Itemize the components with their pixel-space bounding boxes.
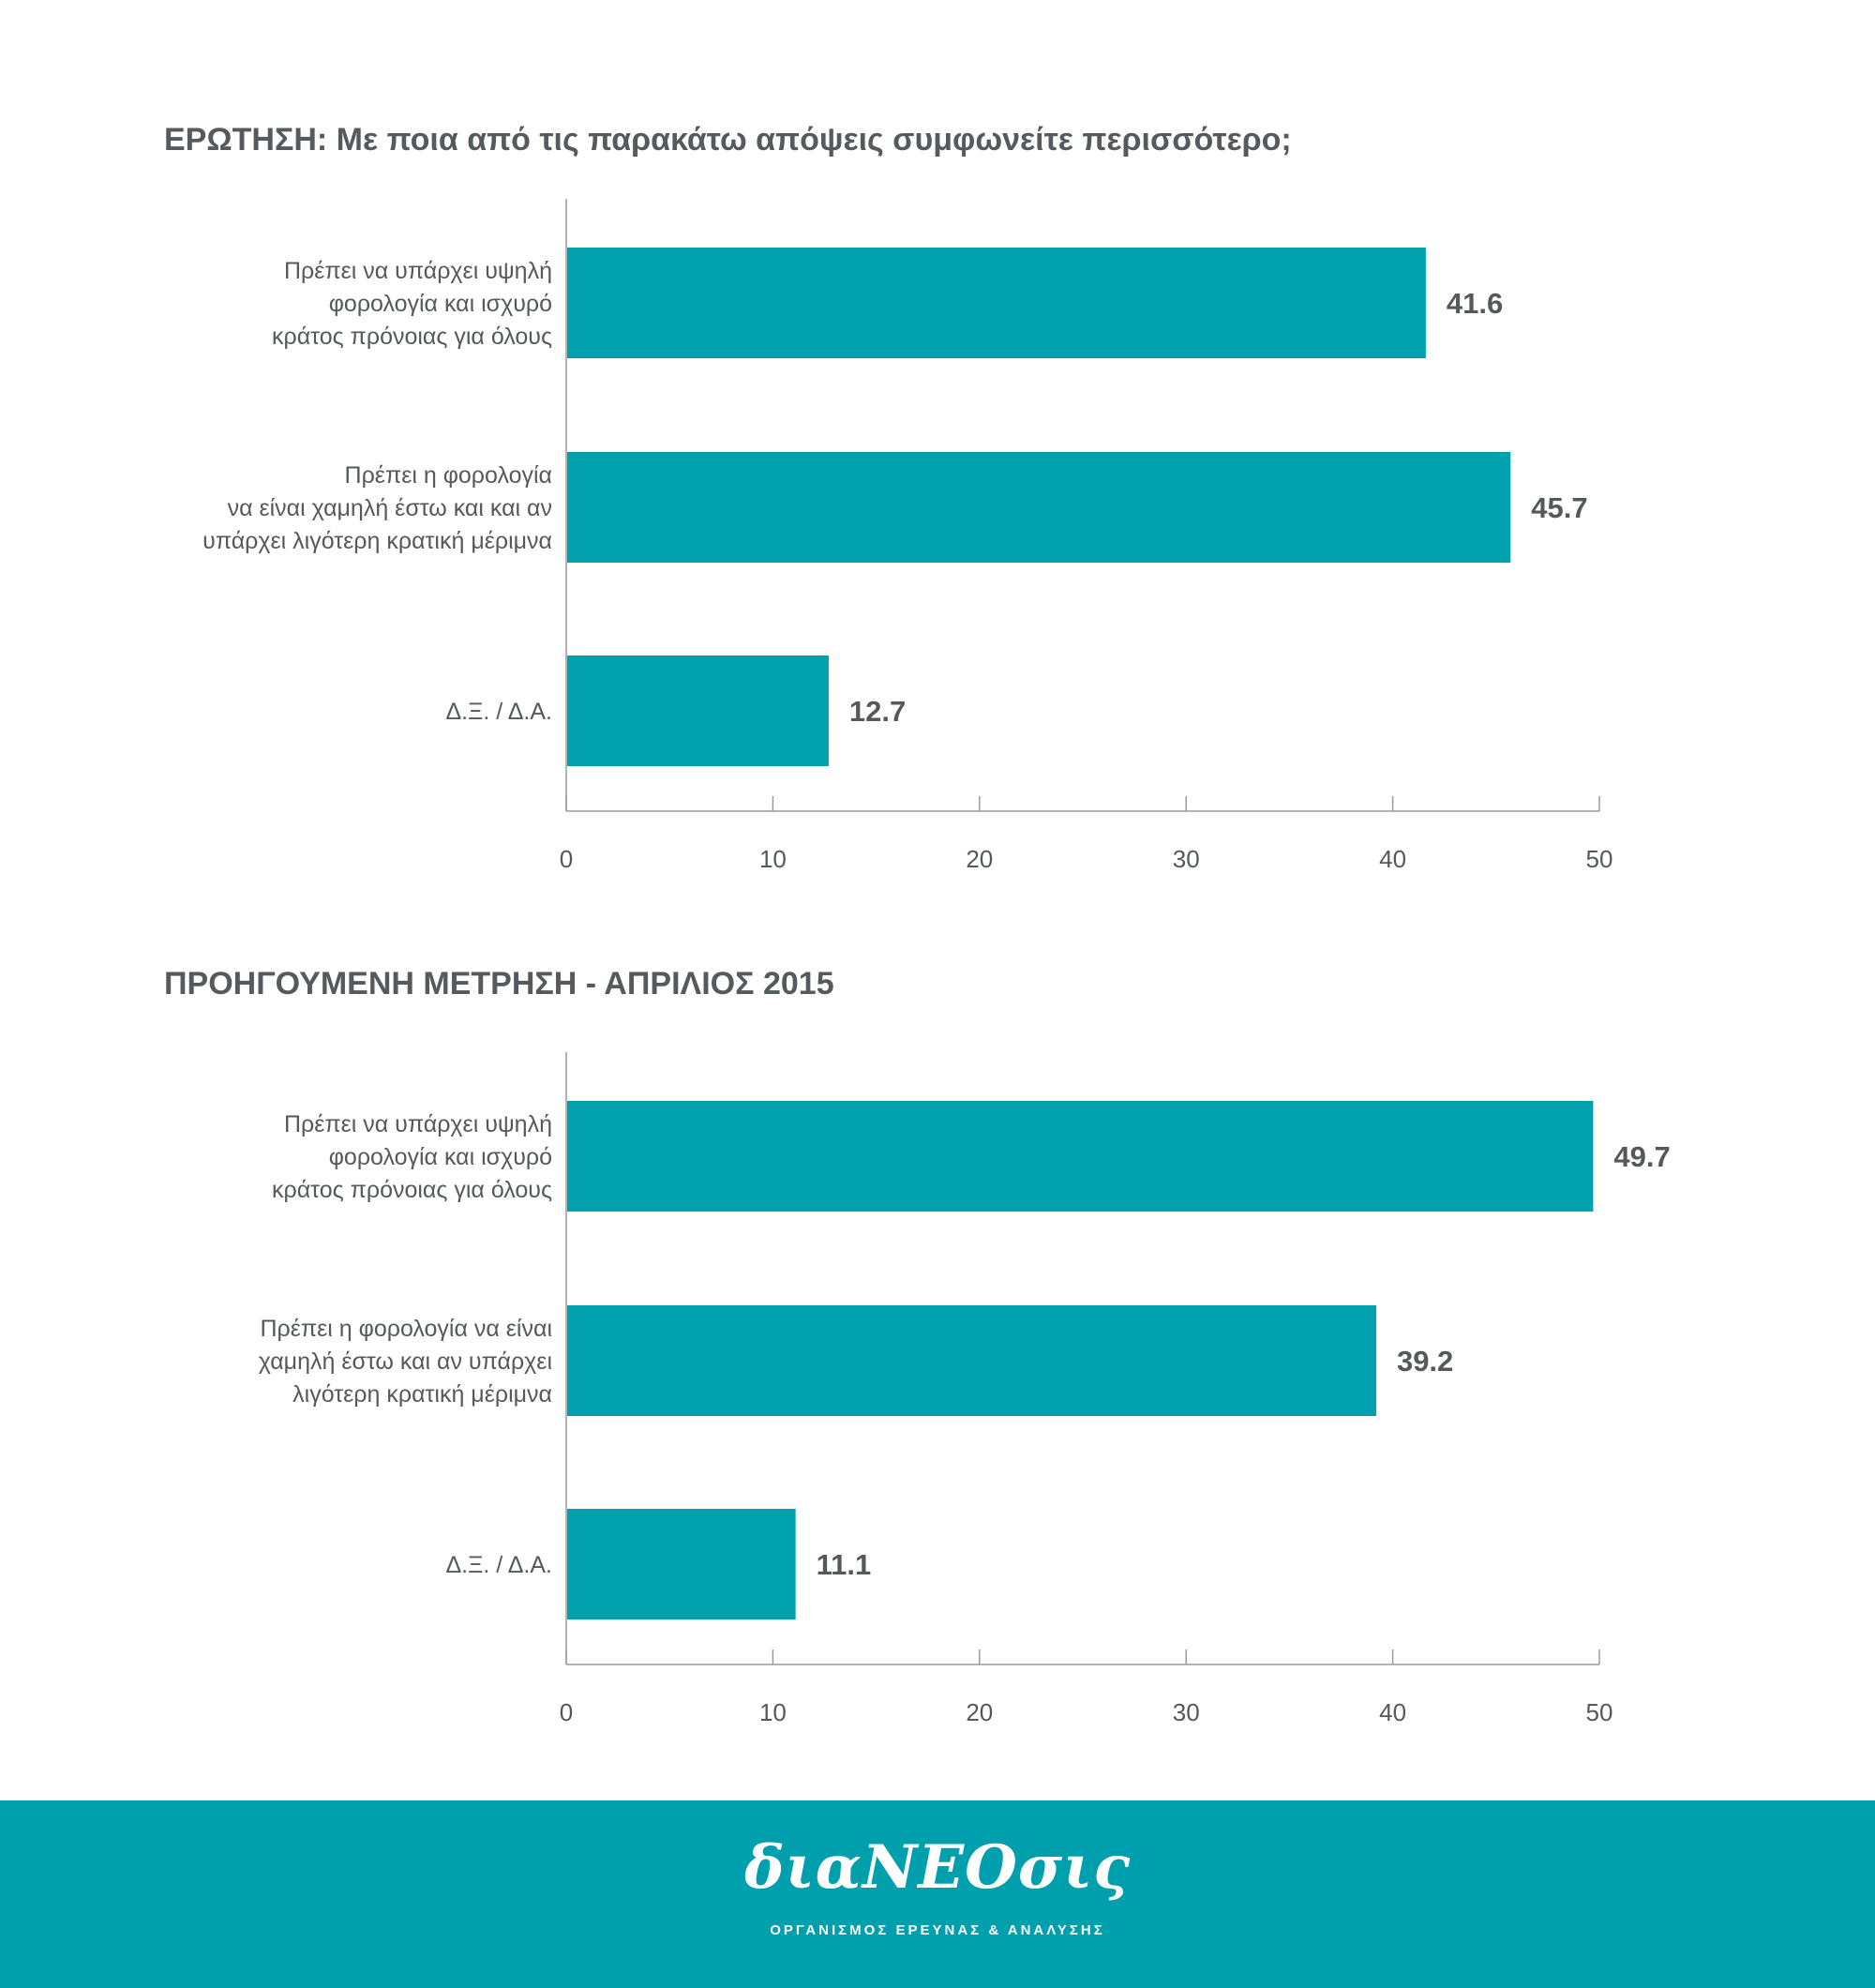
bar	[567, 248, 1426, 358]
x-tick-label: 0	[559, 1698, 574, 1726]
bar	[567, 1101, 1593, 1212]
x-tick-label: 10	[758, 1698, 787, 1726]
bar-value-label: 12.7	[848, 695, 907, 728]
logo-tagline: ΟΡΓΑΝΙΣΜΟΣ ΕΡΕΥΝΑΣ & ΑΝΑΛΥΣΗΣ	[770, 1922, 1105, 1938]
bar-value-label: 11.1	[816, 1548, 872, 1581]
bar-chart-previous	[0, 928, 1875, 1800]
bar-value-label: 49.7	[1613, 1140, 1671, 1173]
bar	[567, 1305, 1376, 1416]
category-label: Πρέπει η φορολογία να είναι χαμηλή έστω και και αν υπάρχει λιγότερη κρατική μέριμνα	[202, 462, 552, 554]
bar-chart-current	[0, 0, 1875, 928]
bar	[567, 452, 1510, 563]
chart-title: ΠΡΟΗΓΟΥΜΕΝΗ ΜΕΤΡΗΣΗ - ΑΠΡΙΛΙΟΣ 2015	[164, 966, 834, 1002]
chart-block-current	[0, 0, 1875, 928]
x-tick-label: 40	[1379, 1698, 1407, 1726]
category-label: Πρέπει να υπάρχει υψηλή φορολογία και ισχυρό κράτος πρόνοιας για όλους	[272, 1111, 552, 1203]
dianeosis-logo: διαΝΕΟσις	[743, 1832, 1132, 1903]
chart-title: ΕΡΩΤΗΣΗ: Με ποια από τις παρακάτω απόψεις συμφωνείτε περισσότερο;	[164, 122, 1292, 158]
bar	[567, 655, 829, 766]
category-label: Πρέπει η φορολογία να είναι χαμηλή έστω και αν υπάρχει λιγότερη κρατική μέριμνα	[258, 1316, 552, 1408]
category-label: Δ.Ξ. / Δ.Α.	[445, 699, 552, 725]
footer-banner	[0, 1800, 1875, 1988]
x-tick-label: 50	[1585, 1698, 1613, 1726]
x-tick-label: 30	[1172, 1698, 1200, 1726]
x-tick-label: 50	[1585, 845, 1613, 873]
bar-value-label: 39.2	[1396, 1345, 1454, 1378]
category-label: Δ.Ξ. / Δ.Α.	[445, 1552, 552, 1578]
category-label: Πρέπει να υπάρχει υψηλή φορολογία και ισχυρό κράτος πρόνοιας για όλους	[272, 258, 552, 350]
x-tick-label: 30	[1172, 845, 1200, 873]
x-tick-label: 20	[966, 845, 994, 873]
chart-block-previous	[0, 928, 1875, 1800]
x-tick-label: 10	[758, 845, 787, 873]
x-tick-label: 0	[559, 845, 574, 873]
bar	[567, 1509, 796, 1619]
bar-value-label: 41.6	[1446, 287, 1504, 320]
x-tick-label: 20	[966, 1698, 994, 1726]
x-tick-label: 40	[1379, 845, 1407, 873]
bar-value-label: 45.7	[1531, 491, 1588, 524]
